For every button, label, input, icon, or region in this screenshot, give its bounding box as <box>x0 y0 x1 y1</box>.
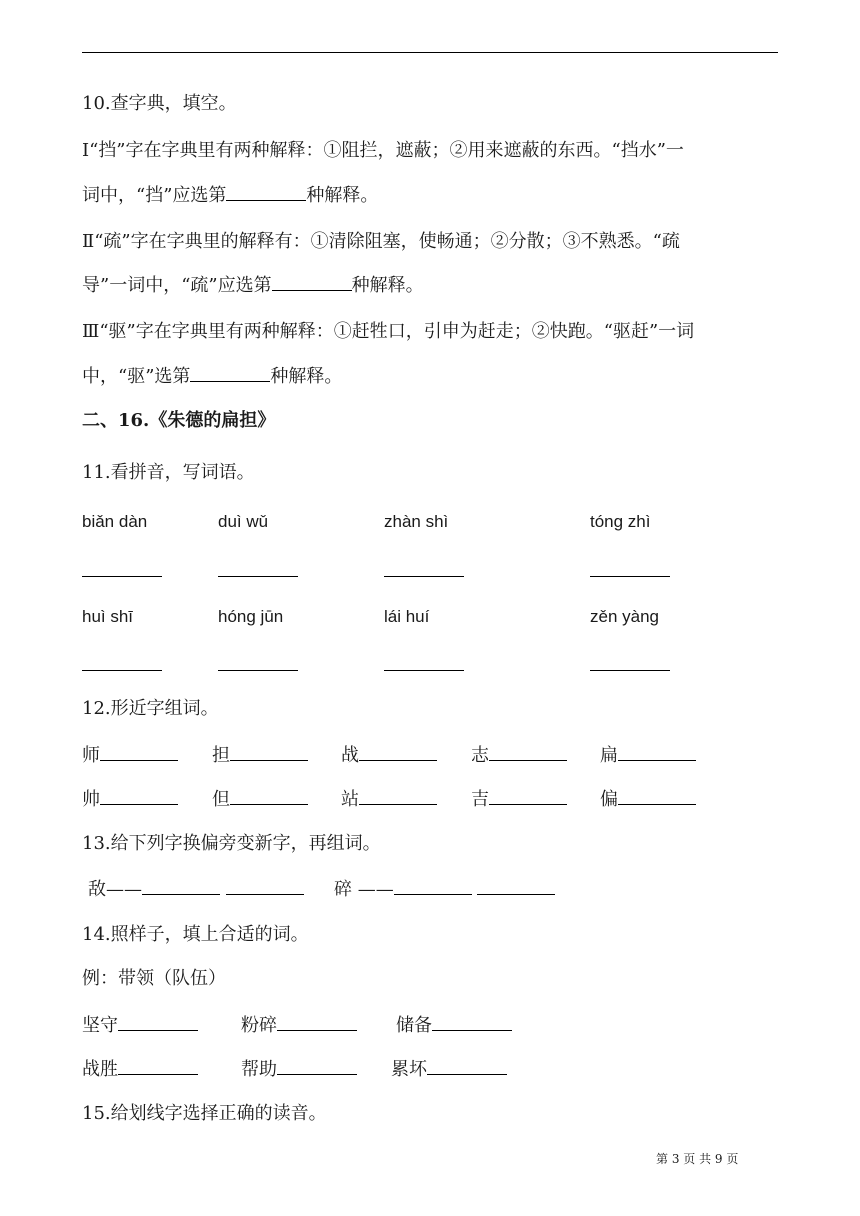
pinyin-cell: zhàn shì <box>384 512 449 531</box>
pinyin-cell: lái huí <box>384 607 430 626</box>
word-item: 战胜 <box>82 1056 198 1083</box>
char-item: 师 <box>82 742 178 769</box>
answer-blank[interactable] <box>230 786 308 805</box>
section-title: 二、16.《朱德的扁担》 <box>82 410 276 431</box>
q10-iii-line2: 中，“驱”选第 种解释。 <box>82 363 342 390</box>
answer-blank[interactable] <box>394 876 472 895</box>
header-rule <box>82 52 778 53</box>
answer-blank[interactable] <box>384 670 464 671</box>
answer-blank[interactable] <box>489 786 567 805</box>
word-item: 帮助 <box>241 1056 357 1083</box>
answer-blank[interactable] <box>218 576 298 577</box>
page-footer: 第 3 页 共 9 页 <box>656 1152 739 1166</box>
q15-title: 15.给划线字选择正确的读音。 <box>82 1103 327 1124</box>
pinyin-cell: biǎn dàn <box>82 512 148 531</box>
q10-title: 10.查字典，填空。 <box>82 93 237 114</box>
word-item: 储备 <box>396 1012 512 1039</box>
answer-blank[interactable] <box>226 876 304 895</box>
answer-blank[interactable] <box>432 1012 512 1031</box>
radical-item: 碎 —— <box>334 876 555 903</box>
char-item: 志 <box>471 742 567 769</box>
answer-blank[interactable] <box>142 876 220 895</box>
char-item: 扁 <box>600 742 696 769</box>
word-item: 累坏 <box>391 1056 507 1083</box>
word-item: 坚守 <box>82 1012 198 1039</box>
answer-blank[interactable] <box>618 742 696 761</box>
char-item: 但 <box>212 786 308 813</box>
answer-blank[interactable] <box>489 742 567 761</box>
answer-blank[interactable] <box>230 742 308 761</box>
answer-blank[interactable] <box>190 363 270 382</box>
q10-i-line1: Ⅰ“挡”字在字典里有两种解释：①阻拦，遮蔽；②用来遮蔽的东西。“挡水”一 <box>82 140 684 161</box>
q11-title: 11.看拼音，写词语。 <box>82 462 255 483</box>
answer-blank[interactable] <box>359 742 437 761</box>
q14-title: 14.照样子，填上合适的词。 <box>82 924 309 945</box>
answer-blank[interactable] <box>218 670 298 671</box>
q13-title: 13.给下列字换偏旁变新字，再组词。 <box>82 833 381 854</box>
answer-blank[interactable] <box>82 670 162 671</box>
answer-blank[interactable] <box>100 786 178 805</box>
answer-blank[interactable] <box>384 576 464 577</box>
char-item: 吉 <box>471 786 567 813</box>
q14-example: 例：带领（队伍） <box>82 968 226 989</box>
answer-blank[interactable] <box>100 742 178 761</box>
q10-ii-line2: 导”一词中，“疏”应选第 种解释。 <box>82 272 424 299</box>
pinyin-cell: zěn yàng <box>590 607 659 626</box>
char-item: 站 <box>341 786 437 813</box>
q10-ii-line1: Ⅱ“疏”字在字典里的解释有：①清除阻塞，使畅通；②分散；③不熟悉。“疏 <box>82 231 680 252</box>
pinyin-cell: huì shī <box>82 607 134 626</box>
q12-title: 12.形近字组词。 <box>82 698 219 719</box>
answer-blank[interactable] <box>226 182 306 201</box>
answer-blank[interactable] <box>618 786 696 805</box>
answer-blank[interactable] <box>118 1056 198 1075</box>
pinyin-cell: tóng zhì <box>590 512 651 531</box>
pinyin-cell: duì wǔ <box>218 512 269 531</box>
char-item: 偏 <box>600 786 696 813</box>
answer-blank[interactable] <box>359 786 437 805</box>
answer-blank[interactable] <box>118 1012 198 1031</box>
answer-blank[interactable] <box>277 1056 357 1075</box>
answer-blank[interactable] <box>427 1056 507 1075</box>
answer-blank[interactable] <box>477 876 555 895</box>
word-item: 粉碎 <box>241 1012 357 1039</box>
char-item: 帅 <box>82 786 178 813</box>
q10-iii-line1: Ⅲ“驱”字在字典里有两种解释：①赶牲口，引申为赶走；②快跑。“驱赶”一词 <box>82 321 695 342</box>
answer-blank[interactable] <box>590 670 670 671</box>
answer-blank[interactable] <box>590 576 670 577</box>
pinyin-cell: hóng jūn <box>218 607 284 626</box>
char-item: 战 <box>341 742 437 769</box>
q10-i-line2: 词中，“挡”应选第 种解释。 <box>82 182 378 209</box>
radical-item: 敌—— <box>88 876 304 903</box>
char-item: 担 <box>212 742 308 769</box>
answer-blank[interactable] <box>272 272 352 291</box>
answer-blank[interactable] <box>82 576 162 577</box>
answer-blank[interactable] <box>277 1012 357 1031</box>
